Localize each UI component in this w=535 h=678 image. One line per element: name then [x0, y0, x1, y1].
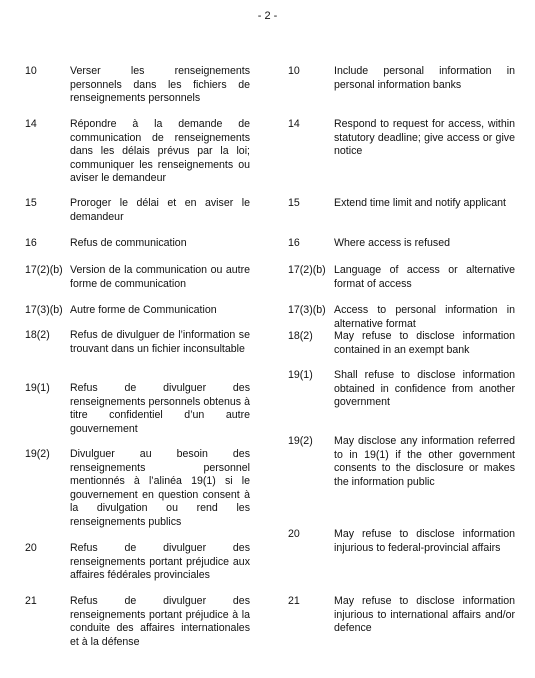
fr-section-text: Refus de communication: [70, 237, 187, 249]
fr-section-number: 17(2)(b): [25, 264, 63, 276]
fr-section-number: 15: [25, 197, 37, 209]
en-section-text: May refuse to disclose information injurious to federal-provincial affairs: [334, 528, 515, 554]
page-number: - 2 -: [257, 10, 278, 22]
fr-section-number: 14: [25, 118, 37, 130]
fr-section-number: 19(1): [25, 382, 50, 394]
en-section-text: May refuse to disclose information contained in an exempt bank: [334, 330, 515, 356]
fr-section-text: Refus de divulguer des renseignements portant préjudice à la conduite des affaires internationales et à la défense: [70, 595, 250, 648]
en-section-number: 16: [288, 237, 300, 249]
en-section-text: Shall refuse to disclose information obtained in confidence from another government: [334, 369, 515, 409]
fr-section-text: Refus de divulguer de l’information se trouvant dans un fichier inconsultable: [70, 329, 250, 355]
fr-section-number: 20: [25, 542, 37, 554]
en-section-number: 21: [288, 595, 300, 607]
en-section-number: 19(1): [288, 369, 313, 381]
fr-section-text: Proroger le délai et en aviser le demandeur: [70, 197, 250, 223]
fr-section-number: 17(3)(b): [25, 304, 63, 316]
en-section-text: Respond to request for access, within statutory deadline; give access or give notice: [334, 118, 515, 158]
fr-section-number: 16: [25, 237, 37, 249]
fr-section-number: 19(2): [25, 448, 50, 460]
en-section-number: 19(2): [288, 435, 313, 447]
en-section-number: 10: [288, 65, 300, 77]
en-section-number: 17(3)(b): [288, 304, 326, 316]
fr-section-text: Répondre à la demande de communication de renseignements dans les délais prévus par la loi; communiquer les renseignements ou aviser le demandeur: [70, 118, 250, 185]
fr-section-text: Autre forme de Communication: [70, 304, 217, 316]
fr-section-number: 18(2): [25, 329, 50, 341]
fr-section-text: Divulguer au besoin des renseignements personnel mentionnés à l’alinéa 19(1) si le gouvernement en question consent à la divulgation ou rend les renseignements publics: [70, 448, 250, 528]
fr-section-number: 21: [25, 595, 37, 607]
fr-section-text: Refus de divulguer des renseignements personnels obtenus à titre confidentiel d’un autre gouvernement: [70, 382, 250, 435]
en-section-number: 15: [288, 197, 300, 209]
en-section-text: May disclose any information referred to in 19(1) if the other government consents to the disclosure or makes the information public: [334, 435, 515, 488]
en-section-number: 20: [288, 528, 300, 540]
en-section-number: 17(2)(b): [288, 264, 326, 276]
en-section-number: 18(2): [288, 330, 313, 342]
en-section-text: May refuse to disclose information injurious to international affairs and/or defence: [334, 595, 515, 635]
en-section-number: 14: [288, 118, 300, 130]
fr-section-text: Verser les renseignements personnels dans les fichiers de renseignements personnels: [70, 65, 250, 105]
en-section-text: Include personal information in personal information banks: [334, 65, 515, 91]
fr-section-number: 10: [25, 65, 37, 77]
fr-section-text: Refus de divulguer des renseignements portant préjudice aux affaires fédérales provinciales: [70, 542, 250, 582]
en-section-text: Extend time limit and notify applicant: [334, 197, 506, 209]
fr-section-text: Version de la communication ou autre forme de communication: [70, 264, 250, 290]
en-section-text: Language of access or alternative format of access: [334, 264, 515, 290]
en-section-text: Access to personal information in alternative format: [334, 304, 515, 330]
en-section-text: Where access is refused: [334, 237, 450, 249]
